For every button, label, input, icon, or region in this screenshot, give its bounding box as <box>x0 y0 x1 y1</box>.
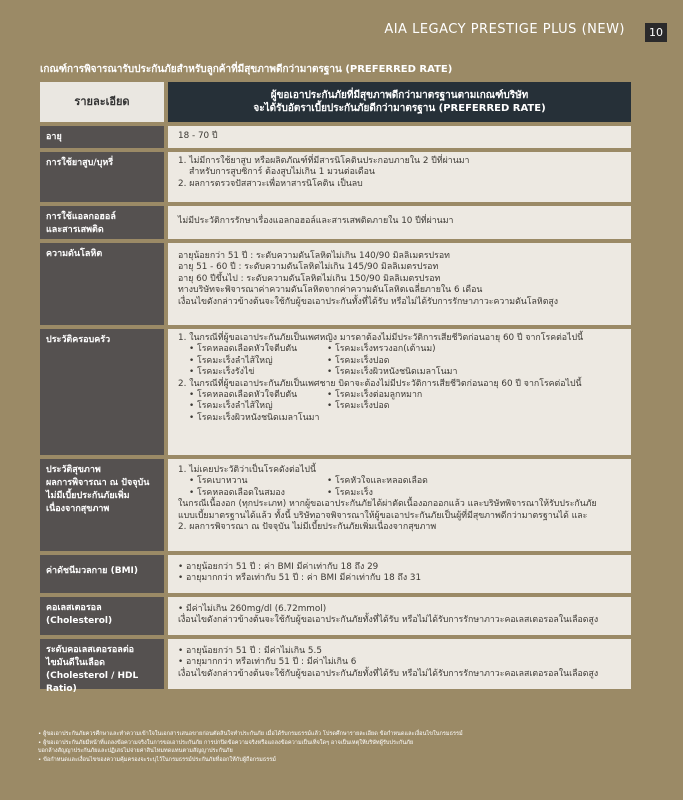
row-label-line: เนื่องจากสุขภาพ <box>46 504 110 514</box>
table-row-blood-pressure <box>40 243 631 325</box>
row-line: เงื่อนไขดังกล่าวข้างต้นจะใช้กับผู้ขอเอาประกันภัยทั้งที่ได้รับ หรือไม่ได้รับการรักษาภาวะคอเลสเตอรอลในเลือดสูง <box>178 668 599 679</box>
row-line: 1. ในกรณีที่ผู้ขอเอาประกันภัยเป็นเพศหญิง มารดาต้องไม่มีประวัติการเสียชีวิตก่อนอายุ 60 ปี จากโรคต่อไปนี้ <box>178 333 584 343</box>
row-label-line: และสารเสพติด <box>46 225 104 235</box>
row-label <box>40 459 164 551</box>
row-line: ทางบริษัทจะพิจารณาค่าความดันโลหิตจากค่าความดันโลหิตเฉลี่ยภายใน 6 เดือน <box>178 285 483 296</box>
table-row-alcohol <box>40 206 631 239</box>
bullet-pair <box>178 390 621 401</box>
row-label: อายุ <box>40 126 164 148</box>
row-line: สำหรับการสูบซิการ์ ต้องสูบไม่เกิน 1 มวนต่อเดือน <box>189 167 375 178</box>
row-line: เงื่อนไขดังกล่าวข้างต้นจะใช้กับผู้ขอเอาประกันทั้งที่ได้รับ หรือไม่ได้รับการรักษาภาวะความดันโลหิตสูง <box>178 296 559 307</box>
row-label <box>40 206 164 239</box>
page-number: 10 <box>645 23 667 42</box>
bullet-item: • โรคหลอดเลือดในสมอง <box>189 487 285 498</box>
bullet-item: • โรคมะเร็งรังไข่ <box>189 367 255 378</box>
row-line: เงื่อนไขดังกล่าวข้างต้นจะใช้กับผู้ขอเอาประกันภัยทั้งที่ได้รับ หรือไม่ได้รับการรักษาภาวะคอเลสเตอรอลในเลือดสูง <box>178 615 599 626</box>
bullet-item: • โรคมะเร็งทรวงอก(เต้านม) <box>327 344 436 355</box>
row-value <box>168 639 631 689</box>
footnote-line: • ผู้ขอเอาประกันภัยมีหน้าที่แถลงข้อความจริงในการขอเอาประกันภัย การปกปิดข้อความจริงหรือแถลงข้อความเป็นเท็จใดๆ อาจเป็นเหตุให้บริษัทผู้รับประกันภัย <box>38 739 414 746</box>
row-label: การใช้ยาสูบ/บุหรี่ <box>40 152 164 202</box>
row-label-line: (Cholesterol) <box>46 616 113 626</box>
bullet-item: • โรคมะเร็งผิวหนังชนิดเมลาโนมา <box>189 412 320 423</box>
row-label-line: การใช้แอลกอฮอล์ <box>46 212 116 222</box>
bullet-item: • โรคหลอดเลือดหัวใจตีบตัน <box>189 344 298 355</box>
table-row-age <box>40 126 631 148</box>
col-value-header <box>168 82 631 122</box>
bullet-item: • โรคมะเร็งผิวหนังชนิดเมลาโนมา <box>327 367 458 378</box>
row-line: 1. ไม่เคยประวัติว่าเป็นโรคดังต่อไปนี้ <box>178 465 316 475</box>
table-row-health-history <box>40 459 631 551</box>
bullet-item: • โรคมะเร็ง <box>327 487 373 498</box>
row-value <box>168 555 631 593</box>
footnote-line: • ข้อกำหนดและเงื่อนไขของความคุ้มครองจะระบุไว้ในกรมธรรม์ประกันภัยที่ออกให้กับผู้ถือกรมธรรม์ <box>38 756 276 763</box>
page-title: เกณฑ์การพิจารณารับประกันภัยสำหรับลูกค้าที่มีสุขภาพดีกว่ามาตรฐาน (PREFERRED RATE) <box>40 64 453 75</box>
col-label-header: รายละเอียด <box>40 82 164 122</box>
row-line: ในกรณีเนื้องอก (ทุกประเภท) หากผู้ขอเอาประกันภัยได้ผ่าตัดเนื้องอกออกแล้ว และบริษัทพิจารณาให้รับประกันภัย <box>178 499 597 510</box>
row-label-line: ไขมันดีในเลือด <box>46 658 105 668</box>
row-label-line: ไม่มีเบี้ยประกันภัยเพิ่ม <box>46 491 130 501</box>
row-line: 2. ในกรณีที่ผู้ขอเอาประกันภัยเป็นเพศชาย บิดาจะต้องไม่มีประวัติการเสียชีวิตก่อนอายุ 60 ปี จากโรคต่อไปนี้ <box>178 378 582 389</box>
row-line: อายุ 60 ปีขึ้นไป : ระดับความดันโลหิตไม่เกิน 150/90 มิลลิเมตรปรอท <box>178 273 441 284</box>
bullet-item: • โรคมะเร็งปอด <box>327 355 390 366</box>
bullet-item: • โรคหัวใจและหลอดเลือด <box>327 476 428 487</box>
row-line: • อายุน้อยกว่า 51 ปี : มีค่าไม่เกิน 5.5 <box>178 646 322 656</box>
table-row-hdl-ratio <box>40 639 631 694</box>
bullet-item: • โรคมะเร็งลำไส้ใหญ่ <box>189 401 273 412</box>
row-label-line: (Cholesterol / HDL Ratio) <box>46 671 139 694</box>
row-line: 2. ผลการตรวจปัสสาวะเพื่อหาสารนิโคติน เป็นลบ <box>178 178 363 189</box>
row-label-line: ระดับคอเลสเตอรอลต่อ <box>46 645 135 655</box>
row-value <box>168 243 631 325</box>
footnote-line: บอกล้างสัญญาประกันภัยและปฏิเสธไม่จ่ายค่าสินไหมทดแทนตามสัญญาประกันภัย <box>38 748 233 754</box>
table-row-bmi <box>40 555 631 593</box>
table-header <box>40 82 631 122</box>
col-value-header-line: จะได้รับอัตราเบี้ยประกันภัยดีกว่ามาตรฐาน (PREFERRED RATE) <box>253 103 546 114</box>
row-value <box>168 329 631 455</box>
bullet-pair <box>178 401 621 412</box>
row-line: 18 - 70 ปี <box>178 131 218 141</box>
bullet-pair <box>178 476 621 487</box>
bullet-pair <box>178 367 621 378</box>
bullet-pair <box>178 413 621 424</box>
footnote-line: • ผู้ขอเอาประกันภัยควรศึกษาและทำความเข้าใจในเอกสารเสนอขายก่อนตัดสินใจทำประกันภัย เมื่อได้รับกรมธรรม์แล้ว โปรดศึกษารายละเอียด ข้อกำหนดและเงื่อนไขในกรมธรรม์ <box>38 731 463 737</box>
row-label-line: ประวัติสุขภาพ <box>46 465 101 475</box>
row-label: ประวัติครอบครัว <box>40 329 164 455</box>
table-row-smoking <box>40 152 631 202</box>
bullet-item: • โรคมะเร็งปอด <box>327 401 390 412</box>
brand-title: AIA LEGACY PRESTIGE PLUS (NEW) <box>384 22 625 37</box>
row-label-line: คอเลสเตอรอล <box>46 603 102 613</box>
row-value <box>168 152 631 202</box>
row-line: ไม่มีประวัติการรักษาเรื่องแอลกอฮอล์และสารเสพติดภายใน 10 ปีที่ผ่านมา <box>178 216 454 226</box>
col-value-header-line: ผู้ขอเอาประกันภัยที่มีสุขภาพดีกว่ามาตรฐานตามเกณฑ์บริษัท <box>270 90 529 101</box>
bullet-pair <box>178 356 621 367</box>
row-label <box>40 639 164 694</box>
row-label <box>40 597 164 635</box>
bullet-pair <box>178 488 621 499</box>
row-value <box>168 597 631 635</box>
row-value <box>168 459 631 551</box>
row-line: อายุน้อยกว่า 51 ปี : ระดับความดันโลหิตไม่เกิน 140/90 มิลลิเมตรปรอท <box>178 251 450 261</box>
row-value <box>168 126 631 148</box>
top-bar <box>0 0 683 46</box>
row-line: • อายุมากกว่า หรือเท่ากับ 51 ปี : ค่า BMI มีค่าเท่ากับ 18 ถึง 31 <box>178 573 422 584</box>
bullet-item: • โรคมะเร็งต่อมลูกหมาก <box>327 390 423 401</box>
row-line: • อายุมากกว่า หรือเท่ากับ 51 ปี : มีค่าไม่เกิน 6 <box>178 657 357 668</box>
table-row-cholesterol <box>40 597 631 635</box>
row-line: • อายุน้อยกว่า 51 ปี : ค่า BMI มีค่าเท่ากับ 18 ถึง 29 <box>178 562 379 572</box>
row-value <box>168 206 631 239</box>
bullet-item: • โรคมะเร็งลำไส้ใหญ่ <box>189 355 273 366</box>
row-line: แบบเบี้ยมาตรฐานได้แล้ว ทั้งนี้ บริษัทอาจพิจารณาให้ผู้ขอเอาประกันภัยเป็นผู้ที่มีสุขภาพดีกว่ามาตรฐานได้ และ <box>178 510 588 521</box>
bullet-item: • โรคเบาหวาน <box>189 476 248 487</box>
row-label: ความดันโลหิต <box>40 243 164 325</box>
bullet-pair <box>178 344 621 355</box>
row-line: 2. ผลการพิจารณา ณ ปัจจุบัน ไม่มีเบี้ยประกันภัยเพิ่มเนื่องจากสุขภาพ <box>178 522 437 533</box>
row-line: อายุ 51 - 60 ปี : ระดับความดันโลหิตไม่เกิน 145/90 มิลลิเมตรปรอท <box>178 262 439 273</box>
footnotes <box>38 730 648 764</box>
row-line: 1. ไม่มีการใช้ยาสูบ หรือผลิตภัณฑ์ที่มีสารนิโคตินประกอบภายใน 2 ปีที่ผ่านมา <box>178 156 470 166</box>
table-row-family-history <box>40 329 631 455</box>
criteria-table <box>40 82 631 693</box>
row-label: ค่าดัชนีมวลกาย (BMI) <box>40 555 164 593</box>
bullet-item: • โรคหลอดเลือดหัวใจตีบตัน <box>189 390 298 401</box>
row-line: • มีค่าไม่เกิน 260mg/dl (6.72mmol) <box>178 604 327 614</box>
row-label-line: ผลการพิจารณา ณ ปัจจุบัน <box>46 478 150 488</box>
